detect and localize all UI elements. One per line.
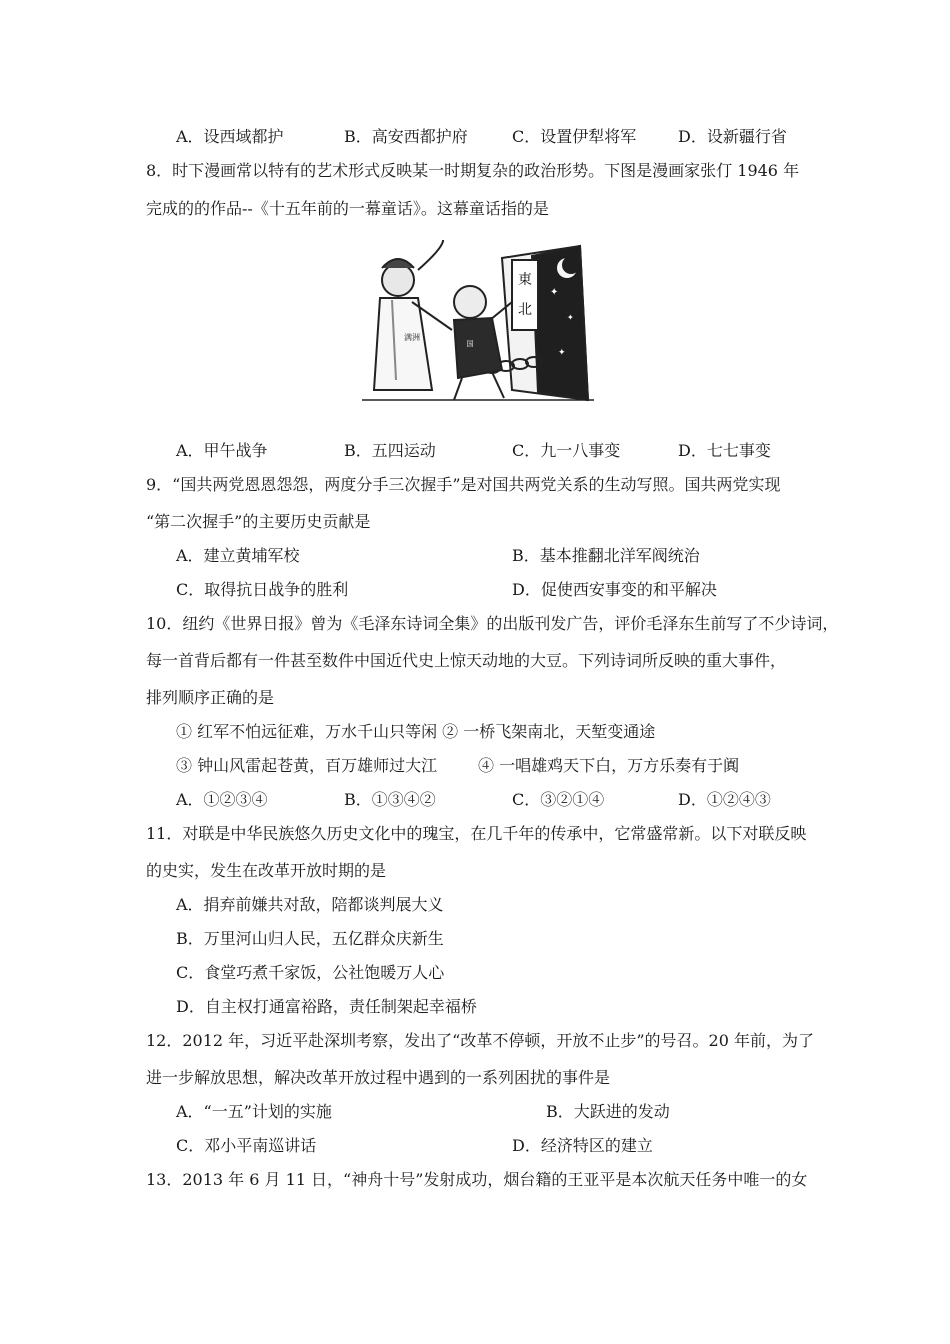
q9-stem-line-1: 9．“国共两党恩恩怨怨，两度分手三次握手”是对国共两党关系的生动写照。国共两党实现 bbox=[146, 475, 781, 494]
q8-option-a: A．甲午战争 bbox=[176, 441, 268, 460]
q11-option-b: B．万里河山归人民，五亿群众庆新生 bbox=[176, 929, 444, 948]
q11-option-c: C．食堂巧煮千家饭，公社饱暖万人心 bbox=[176, 963, 445, 982]
q10-poem-line-1: ① 红军不怕远征难，万水千山只等闲 ② 一桥飞架南北，天堑变通途 bbox=[176, 722, 656, 741]
q10-stem-line-2: 每一首背后都有一件甚至数件中国近代史上惊天动地的大豆。下列诗词所反映的重大事件， bbox=[146, 651, 787, 670]
q8-stem-line-1: 8．时下漫画常以特有的艺术形式反映某一时期复杂的政治形势。下图是漫画家张仃 1946 年 bbox=[146, 161, 800, 180]
svg-text:✦: ✦ bbox=[550, 287, 559, 298]
q11-stem-line-1: 11．对联是中华民族悠久历史文化中的瑰宝，在几千年的传承中，它常盛常新。以下对联反映 bbox=[146, 824, 807, 843]
door-sign bbox=[512, 260, 538, 330]
q7-option-d: D．设新疆行省 bbox=[678, 127, 787, 146]
q8-stem-line-2: 完成的的作品--《十五年前的一幕童话》。这幕童话指的是 bbox=[146, 199, 549, 218]
q10-option-a: A．①②③④ bbox=[176, 790, 268, 809]
q7-option-b: B．高安西都护府 bbox=[344, 127, 468, 146]
q7-option-c: C．设置伊犁将军 bbox=[512, 127, 637, 146]
q11-option-a: A．捐弃前嫌共对敌，陪都谈判展大义 bbox=[176, 895, 444, 914]
q8-option-b: B．五四运动 bbox=[344, 441, 436, 460]
sign-char-1: 東 bbox=[518, 272, 532, 288]
q10-stem-line-3: 排列顺序正确的是 bbox=[146, 688, 275, 707]
q11-option-d: D．自主权打通富裕路，责任制架起幸福桥 bbox=[176, 997, 477, 1016]
q12-option-b: B．大跃进的发动 bbox=[546, 1102, 670, 1121]
svg-text:满洲: 满洲 bbox=[404, 333, 420, 342]
q8-option-c: C．九一八事变 bbox=[512, 441, 621, 460]
q10-option-c: C．③②①④ bbox=[512, 790, 605, 809]
left-figure bbox=[374, 240, 452, 390]
q10-stem-line-1: 10．纽约《世界日报》曾为《毛泽东诗词全集》的出版刊发广告，评价毛泽东生前写了不少诗词， bbox=[146, 614, 839, 633]
svg-text:国: 国 bbox=[466, 340, 474, 348]
cartoon-figure bbox=[362, 240, 594, 408]
q8-option-d: D．七七事变 bbox=[678, 441, 771, 460]
q10-poem-3: ③ 钟山风雷起苍黄，百万雄师过大江 bbox=[176, 756, 438, 775]
q12-option-c: C．邓小平南巡讲话 bbox=[176, 1136, 317, 1155]
q12-stem-line-1: 12．2012 年，习近平赴深圳考察，发出了“改革不停顿，开放不止步”的号召。20 年前，为了 bbox=[146, 1031, 814, 1050]
q7-option-a: A．设西域都护 bbox=[176, 127, 284, 146]
q9-option-b: B．基本推翻北洋军阀统治 bbox=[512, 546, 700, 565]
q11-stem-line-2: 的史实，发生在改革开放时期的是 bbox=[146, 861, 387, 880]
q9-option-a: A．建立黄埔军校 bbox=[176, 546, 300, 565]
q10-option-b: B．①③④② bbox=[344, 790, 436, 809]
q12-stem-line-2: 进一步解放思想，解决改革开放过程中遇到的一系列困扰的事件是 bbox=[146, 1068, 611, 1087]
q13-stem-line-1: 13．2013 年 6 月 11 日，“神舟十号”发射成功，烟台籍的王亚平是本次航天任务中唯一的女 bbox=[146, 1170, 808, 1189]
q9-option-d: D．促使西安事变的和平解决 bbox=[512, 580, 717, 599]
q10-option-d: D．①②④③ bbox=[678, 790, 771, 809]
q12-option-d: D．经济特区的建立 bbox=[512, 1136, 653, 1155]
q9-option-c: C．取得抗日战争的胜利 bbox=[176, 580, 349, 599]
sign-char-2: 北 bbox=[518, 302, 532, 318]
svg-text:✦: ✦ bbox=[558, 348, 566, 358]
q10-poem-4: ④ 一唱雄鸡天下白，万方乐奏有于阗 bbox=[478, 756, 740, 775]
right-figure bbox=[454, 286, 512, 400]
q9-stem-line-2: “第二次握手”的主要历史贡献是 bbox=[146, 512, 371, 531]
q12-option-a: A．“一五”计划的实施 bbox=[176, 1102, 332, 1121]
svg-text:✦: ✦ bbox=[567, 313, 574, 322]
